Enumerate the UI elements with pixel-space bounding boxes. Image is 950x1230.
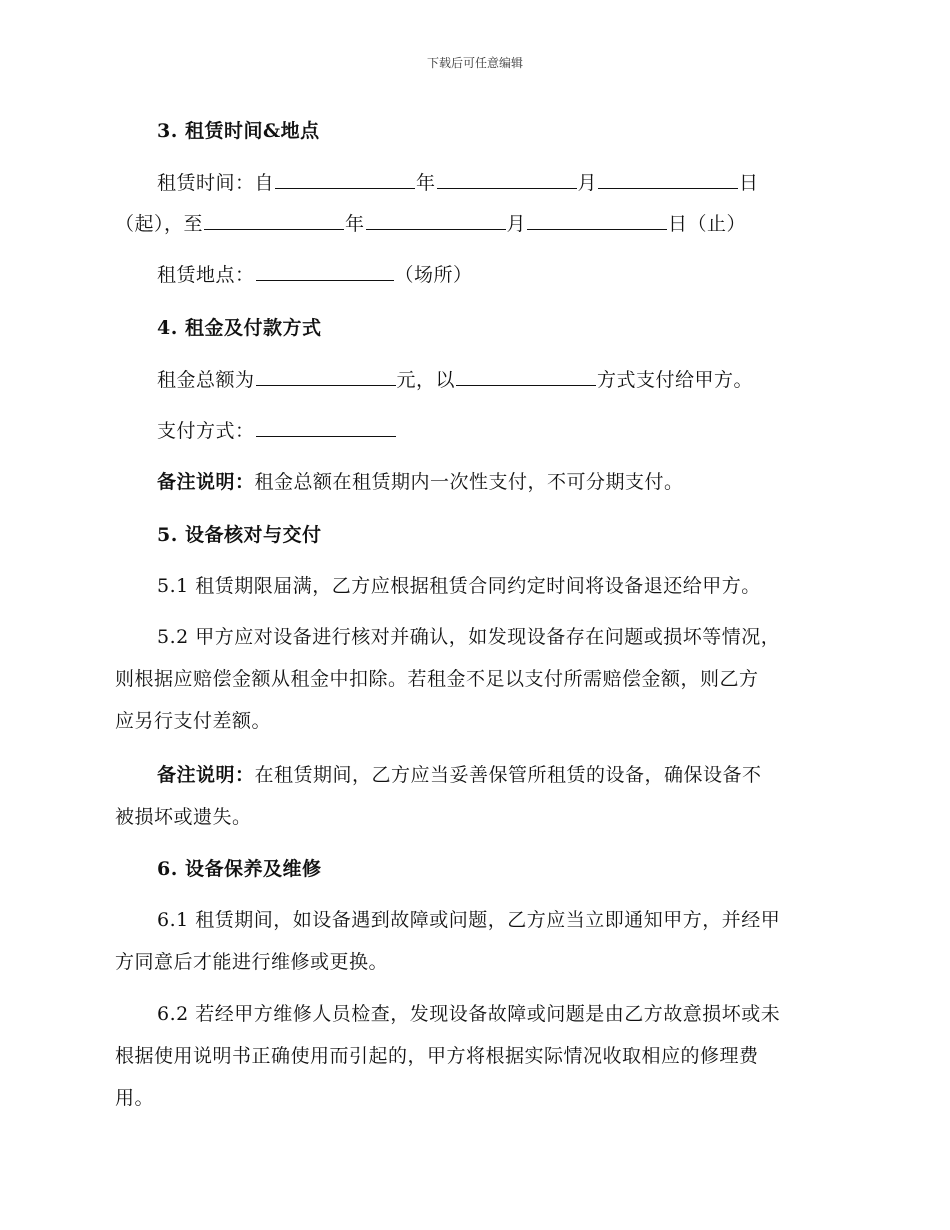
payment-method-blank[interactable]	[456, 366, 596, 386]
end-day-blank[interactable]	[527, 210, 667, 230]
clause-5-2-line-1: 5.2 甲方应对设备进行核对并确认，如发现设备存在问题或损坏等情况，	[157, 626, 781, 648]
rental-place-label: 租赁地点：	[157, 264, 255, 286]
start-suffix: （起），至	[115, 213, 204, 235]
rent-total-suffix: 方式支付给甲方。	[597, 369, 754, 391]
payment-method-field[interactable]	[256, 417, 396, 437]
rental-end-line	[115, 209, 746, 236]
note-label: 备注说明：	[157, 764, 255, 786]
rental-time-line	[157, 168, 759, 195]
end-suffix: 日（止）	[668, 213, 747, 235]
rent-total-line	[157, 365, 753, 392]
start-year-blank[interactable]	[275, 169, 415, 189]
note-text: 在租赁期间，乙方应当妥善保管所租赁的设备，确保设备不	[254, 764, 762, 786]
rent-total-label: 租金总额为	[157, 369, 255, 391]
year-label: 年	[345, 213, 365, 235]
payment-method-label: 支付方式：	[157, 420, 255, 442]
place-suffix: （场所）	[394, 264, 473, 286]
rental-place-blank[interactable]	[256, 261, 394, 281]
clause-5-2-line-2: 则根据应赔偿金额从租金中扣除。若租金不足以支付所需赔偿金额，则乙方	[115, 668, 759, 690]
day-label: 日	[739, 172, 759, 194]
section-5-heading: 5. 设备核对与交付	[157, 524, 322, 546]
clause-6-2-line-1: 6.2 若经甲方维修人员检查，发现设备故障或问题是由乙方故意损坏或未	[157, 1003, 781, 1025]
section-5-note-line-2: 被损坏或遗失。	[115, 806, 252, 828]
end-month-blank[interactable]	[366, 210, 506, 230]
section-4-heading: 4. 租金及付款方式	[157, 317, 322, 339]
page-header: 下载后可任意编辑	[426, 56, 523, 70]
year-label: 年	[416, 172, 436, 194]
month-label: 月	[577, 172, 598, 194]
note-label: 备注说明：	[157, 471, 255, 493]
rental-time-label: 租赁时间：自	[157, 172, 275, 194]
start-day-blank[interactable]	[598, 169, 738, 189]
clause-6-1-line-2: 方同意后才能进行维修或更换。	[115, 951, 389, 973]
section-4-note	[157, 467, 684, 494]
clause-6-1-line-1: 6.1 租赁期间，如设备遇到故障或问题，乙方应当立即通知甲方，并经甲	[157, 909, 781, 931]
clause-5-2-line-3: 应另行支付差额。	[115, 710, 272, 732]
start-month-blank[interactable]	[437, 169, 577, 189]
payment-method-line	[157, 416, 397, 443]
note-text: 租金总额在租赁期内一次性支付，不可分期支付。	[254, 471, 684, 493]
section-3-heading: 3. 租赁时间&地点	[157, 120, 320, 142]
rent-amount-blank[interactable]	[256, 366, 396, 386]
clause-6-2-line-3: 用。	[115, 1087, 155, 1109]
clause-6-2-line-2: 根据使用说明书正确使用而引起的，甲方将根据实际情况收取相应的修理费	[115, 1045, 759, 1067]
section-6-heading: 6. 设备保养及维修	[157, 858, 322, 880]
clause-5-1: 5.1 租赁期限届满，乙方应根据租赁合同约定时间将设备退还给甲方。	[157, 575, 761, 597]
rent-total-mid: 元，以	[396, 369, 456, 391]
end-year-blank[interactable]	[204, 210, 344, 230]
month-label: 月	[506, 213, 527, 235]
rental-place-line	[157, 260, 473, 287]
section-5-note-line-1	[157, 760, 762, 787]
